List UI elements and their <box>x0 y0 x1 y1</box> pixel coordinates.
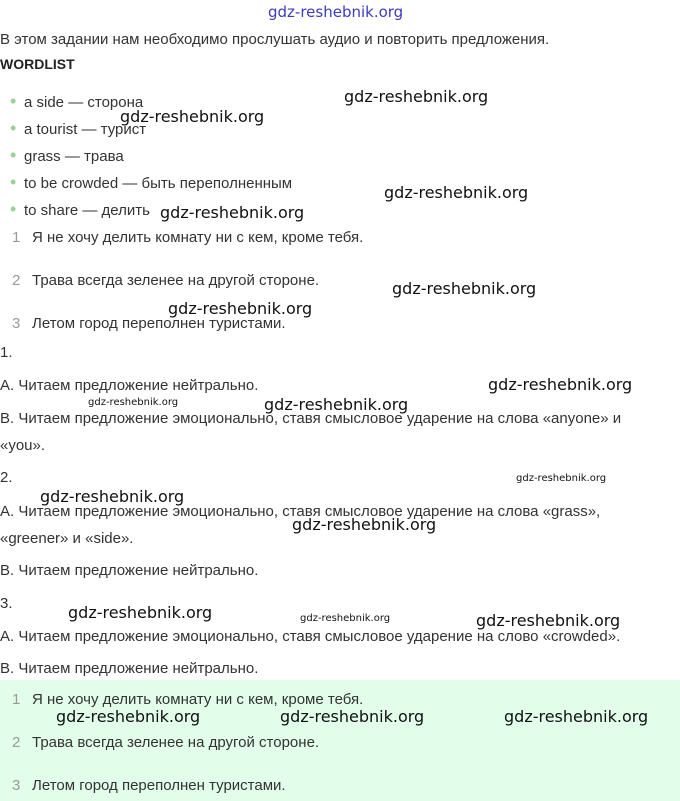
wordlist-item <box>10 199 150 219</box>
section-line: B. Читаем предложение нейтрально. <box>0 562 259 579</box>
site-header: gdz-reshebnik.org <box>268 3 404 21</box>
wordlist-title: WORDLIST <box>0 56 75 72</box>
section-number: 1. <box>0 344 13 361</box>
sentence-number: 3 <box>12 777 21 794</box>
sentence-number: 1 <box>12 229 21 246</box>
sentence-number: 1 <box>12 691 21 708</box>
answer-sentence <box>12 691 364 708</box>
sentence-item <box>12 229 364 246</box>
wordlist-item-text: to share — делить <box>24 202 150 219</box>
bullet-icon: • <box>10 91 17 111</box>
section-line: «greener» и «side». <box>0 530 134 547</box>
sentence-text: Я не хочу делить комнату ни с кем, кроме тебя. <box>32 229 364 246</box>
section-line: A. Читаем предложение нейтрально. <box>0 377 259 394</box>
bullet-icon: • <box>10 118 17 138</box>
sentence-number: 3 <box>12 315 21 332</box>
wordlist-item-text: a tourist — турист <box>24 121 147 138</box>
sentence-text: Трава всегда зеленее на другой стороне. <box>32 734 320 751</box>
section-line: «you». <box>0 437 46 454</box>
section-number: 2. <box>0 469 13 486</box>
section-line: B. Читаем предложение нейтрально. <box>0 660 259 677</box>
wordlist-item-text: to be crowded — быть переполненным <box>24 175 293 192</box>
sentence-text: Я не хочу делить комнату ни с кем, кроме тебя. <box>32 691 364 708</box>
section-line: A. Читаем предложение эмоционально, ставя смысловое ударение на слова «grass», <box>0 503 601 520</box>
section-number: 3. <box>0 595 13 612</box>
watermark: gdz-reshebnik.org <box>384 183 529 202</box>
sentence-item <box>12 272 320 289</box>
watermark: gdz-reshebnik.org <box>476 611 621 630</box>
watermark: gdz-reshebnik.org <box>160 203 305 222</box>
watermark: gdz-reshebnik.org <box>68 603 213 622</box>
bullet-icon: • <box>10 145 17 165</box>
section-line: B. Читаем предложение эмоционально, ставя смысловое ударение на слова «anyone» и <box>0 410 622 427</box>
section-line: A. Читаем предложение эмоционально, ставя смысловое ударение на слово «crowded». <box>0 628 621 645</box>
answer-sentence <box>12 734 320 751</box>
watermark: gdz-reshebnik.org <box>516 473 607 484</box>
wordlist-item <box>10 172 293 192</box>
sentence-text: Летом город переполнен туристами. <box>32 777 286 794</box>
watermark: gdz-reshebnik.org <box>392 279 537 298</box>
watermark: gdz-reshebnik.org <box>56 707 201 726</box>
sentence-text: Летом город переполнен туристами. <box>32 315 286 332</box>
watermark: gdz-reshebnik.org <box>168 299 313 318</box>
watermark: gdz-reshebnik.org <box>504 707 649 726</box>
watermark: gdz-reshebnik.org <box>280 707 425 726</box>
watermark: gdz-reshebnik.org <box>120 107 265 126</box>
watermark: gdz-reshebnik.org <box>292 515 437 534</box>
watermark: gdz-reshebnik.org <box>88 397 179 408</box>
watermark: gdz-reshebnik.org <box>264 395 409 414</box>
sentence-text: Трава всегда зеленее на другой стороне. <box>32 272 320 289</box>
sentence-number: 2 <box>12 734 21 751</box>
sentence-number: 2 <box>12 272 21 289</box>
watermark: gdz-reshebnik.org <box>344 87 489 106</box>
watermark: gdz-reshebnik.org <box>488 375 633 394</box>
intro-text: В этом задании нам необходимо прослушать аудио и повторить предложения. <box>0 31 550 48</box>
watermark: gdz-reshebnik.org <box>40 487 185 506</box>
wordlist-item <box>10 145 124 165</box>
wordlist-item-text: a side — сторона <box>24 94 144 111</box>
bullet-icon: • <box>10 172 17 192</box>
bullet-icon: • <box>10 199 17 219</box>
watermark: gdz-reshebnik.org <box>300 613 391 624</box>
wordlist-item-text: grass — трава <box>24 148 124 165</box>
answer-sentence <box>12 777 286 794</box>
